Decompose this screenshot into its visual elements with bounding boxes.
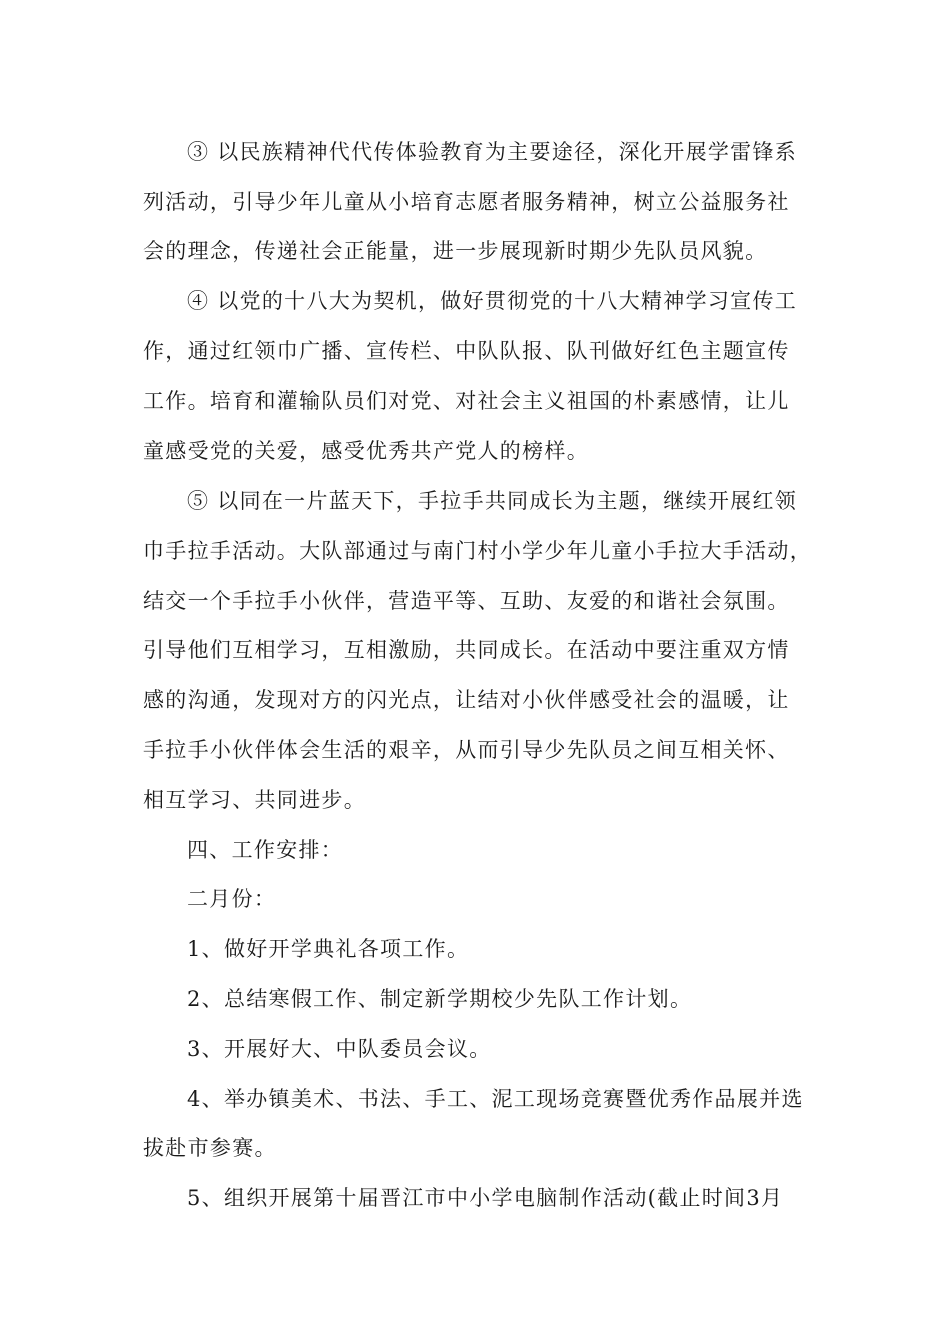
paragraph-5-line-2: 巾手拉手活动。大队部通过与南门村小学少年儿童小手拉大手活动，	[143, 539, 812, 563]
paragraph-5-line-3: 结交一个手拉手小伙伴，营造平等、互助、友爱的和谐社会氛围。	[143, 589, 790, 613]
paragraph-5-line-6: 手拉手小伙伴体会生活的艰辛，从而引导少先队员之间互相关怀、	[143, 738, 790, 762]
paragraph-3-line-3: 会的理念，传递社会正能量，进一步展现新时期少先队员风貌。	[143, 239, 768, 263]
paragraph-5-line-5: 感的沟通，发现对方的闪光点，让结对小伙伴感受社会的温暖，让	[143, 688, 790, 712]
paragraph-4-line-4: 童感受党的关爱，感受优秀共产党人的榜样。	[143, 439, 589, 463]
month-heading: 二月份：	[187, 887, 277, 911]
paragraph-5-line-1: ⑤ 以同在一片蓝天下，手拉手共同成长为主题，继续开展红领	[187, 489, 798, 513]
paragraph-4-line-1: ④ 以党的十八大为契机，做好贯彻党的十八大精神学习宣传工	[187, 289, 798, 313]
list-item-1: 1、做好开学典礼各项工作。	[187, 937, 470, 961]
paragraph-4-line-2: 作，通过红领巾广播、宣传栏、中队队报、队刊做好红色主题宣传	[143, 339, 790, 363]
paragraph-5-line-7: 相互学习、共同进步。	[143, 788, 366, 812]
paragraph-4-line-3: 工作。培育和灌输队员们对党、对社会主义祖国的朴素感情，让儿	[143, 389, 790, 413]
list-item-4-line-1: 4、举办镇美术、书法、手工、泥工现场竞赛暨优秀作品展并选	[187, 1087, 804, 1111]
paragraph-3-line-1: ③ 以民族精神代代传体验教育为主要途径，深化开展学雷锋系	[187, 140, 798, 164]
list-item-2: 2、总结寒假工作、制定新学期校少先队工作计划。	[187, 987, 693, 1011]
list-item-3: 3、开展好大、中队委员会议。	[187, 1037, 492, 1061]
paragraph-5-line-4: 引导他们互相学习，互相激励，共同成长。在活动中要注重双方情	[143, 638, 790, 662]
list-item-5-line-1: 5、组织开展第十届晋江市中小学电脑制作活动(截止时间3月	[187, 1186, 784, 1210]
paragraph-3-line-2: 列活动，引导少年儿童从小培育志愿者服务精神，树立公益服务社	[143, 190, 790, 214]
list-item-4-line-2: 拔赴市参赛。	[143, 1136, 277, 1160]
section-heading: 四、工作安排：	[187, 838, 344, 862]
